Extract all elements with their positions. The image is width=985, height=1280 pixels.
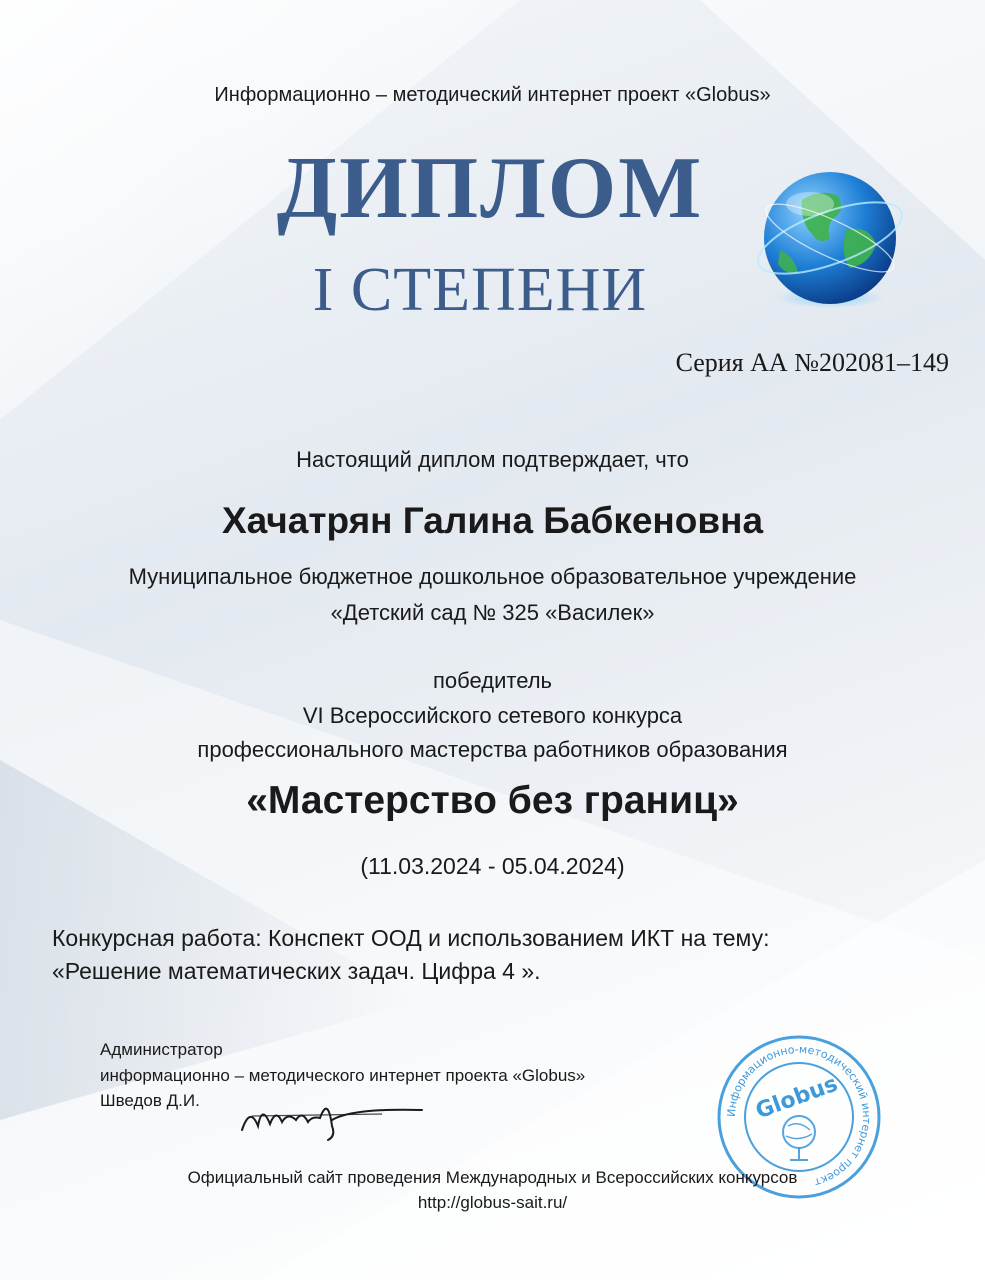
organization-line-2: «Детский сад № 325 «Василек» [330, 600, 655, 625]
project-header: Информационно – методический интернет проект «Globus» [214, 84, 771, 106]
organization-line-1: Муниципальное бюджетное дошкольное образовательное учреждение [128, 564, 857, 589]
admin-project: информационно – методического интернет проекта «Globus» [100, 1066, 586, 1085]
contest-description-2: профессионального мастерства работников образования [197, 737, 788, 762]
footer-site-text: Официальный сайт проведения Международных и Всероссийских конкурсов [187, 1168, 798, 1187]
stamp-center-text: Globus [752, 1071, 842, 1125]
competition-work-line-2: «Решение математических задач. Цифра 4 ». [52, 958, 541, 984]
recipient-name: Хачатрян Галина Бабкеновна [221, 500, 764, 541]
confirmation-text: Настоящий диплом подтверждает, что [296, 447, 689, 472]
diploma-degree: I СТЕПЕНИ [312, 256, 648, 324]
diploma-series-number: Серия АА №202081–149 [675, 348, 949, 377]
contest-dates: (11.03.2024 - 05.04.2024) [360, 853, 625, 879]
admin-name: Шведов Д.И. [100, 1091, 200, 1110]
contest-description-1: VI Всероссийского сетевого конкурса [302, 703, 683, 728]
globe-icon [750, 160, 910, 320]
contest-title: «Мастерство без границ» [246, 779, 739, 822]
diploma-title: ДИПЛОМ [276, 140, 704, 237]
award-status: победитель [432, 668, 552, 693]
signature [232, 1086, 432, 1146]
footer-url[interactable]: http://globus-sait.ru/ [417, 1193, 568, 1212]
competition-work-line-1: Конкурсная работа: Конспект ООД и использованием ИКТ на тему: [52, 925, 770, 951]
admin-role: Администратор [100, 1040, 223, 1059]
stamp-ring-text: Информационно-методический интернет проект [724, 1042, 874, 1189]
